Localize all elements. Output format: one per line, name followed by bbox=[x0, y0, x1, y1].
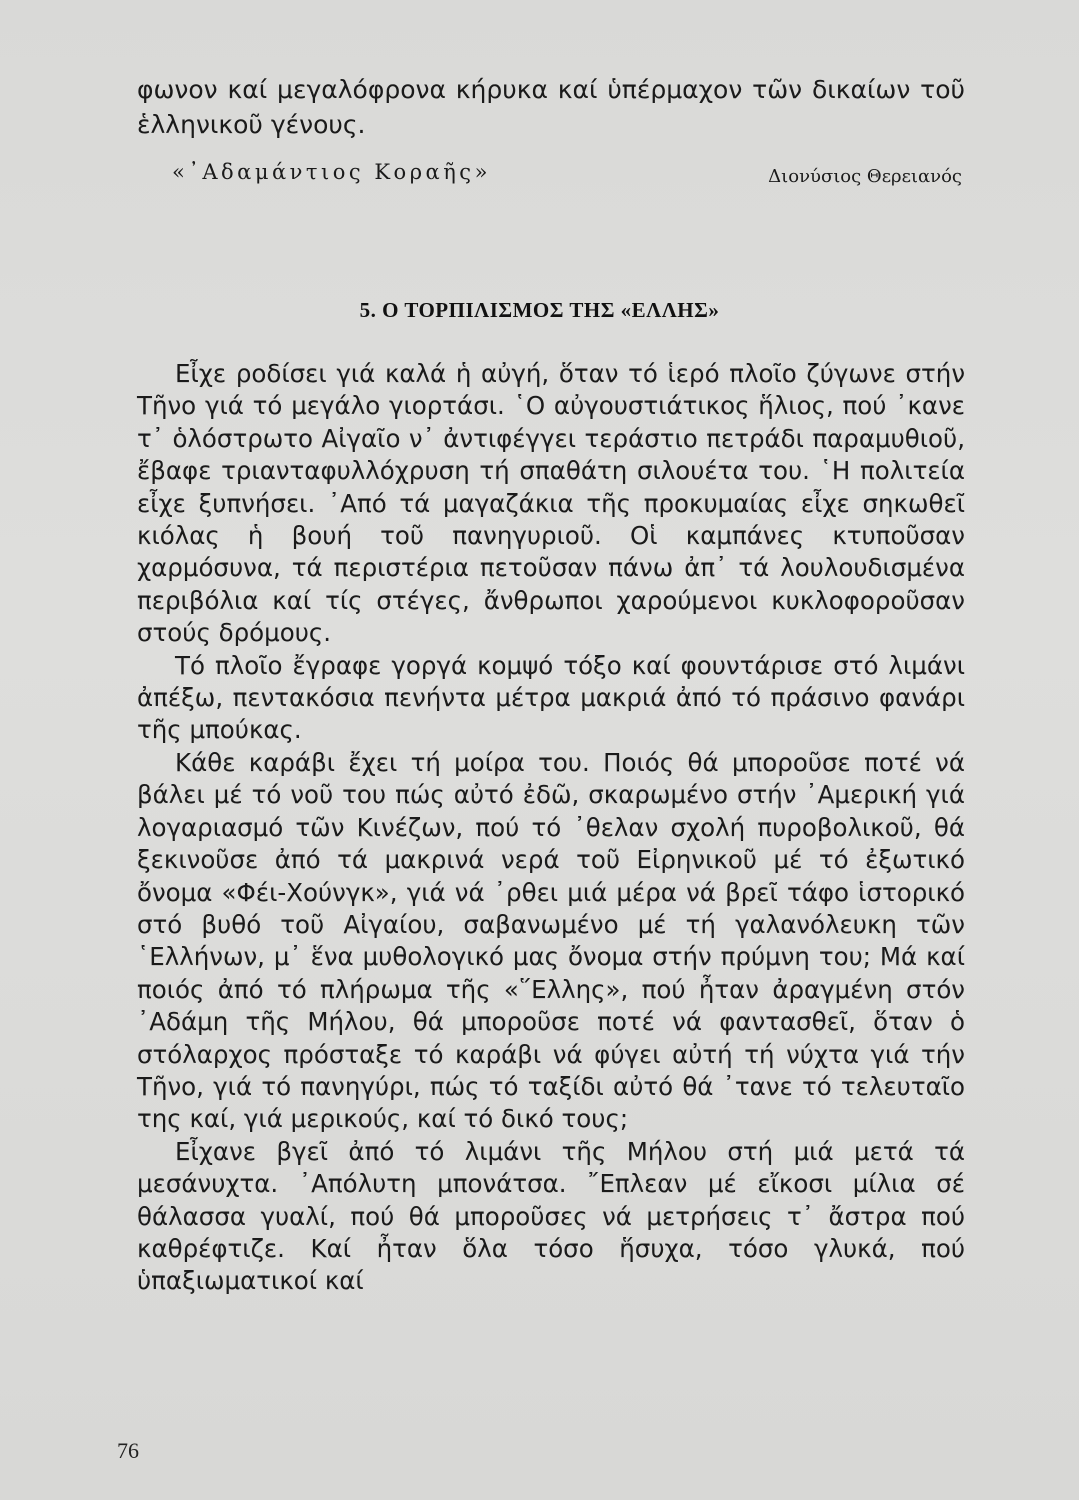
paragraph-2: Τό πλοῖο ἔγραφε γοργά κομψό τόξο καί φουντάρισε στό λιμάνι ἀπέξω, πεντακόσια πενήντα μέτρα μακριά ἀπό τό πράσινο φανάρι τῆς μπούκας. bbox=[137, 650, 965, 745]
intro-text: φωνον καί μεγαλόφρονα κήρυκα καί ὑπέρμαχον τῶν δικαίων τοῦ ἑλληνικοῦ γένους. bbox=[137, 75, 965, 139]
section-heading: 5. Ο ΤΟΡΠΙΛΙΣΜΟΣ ΤΗΣ «ΕΛΛΗΣ» bbox=[359, 298, 720, 322]
quote-author: Διονύσιος Θερειανός bbox=[768, 166, 962, 187]
paragraph-3: Κάθε καράβι ἔχει τή μοίρα του. Ποιός θά μποροῦσε ποτέ νά βάλει μέ τό νοῦ του πώς αὐτό ἐδῶ, σκαρωμένο στήν ᾿Αμερική γιά λογαριασμό τῶν Κινέζων, πού τό ᾿θελαν σχολή πυροβολικοῦ, θά ξεκινοῦσε ἀπό τά μακρινά νερά τοῦ Εἰρηνικοῦ μέ τό ἐξωτικό ὄνομα «Φέι-Χούνγκ», γιά νά ᾿ρθει μιά μέρα νά βρεῖ τάφο ἱστορικό στό βυθό τοῦ Αἰγαίου, σαβανωμένο μέ τή γαλανόλευκη τῶν ῾Ελλήνων, μ᾿ ἕνα μυθολογικό μας ὄνομα στήν πρύμνη του; Μά καί ποιός ἀπό τό πλήρωμα τῆς «῞Ελλης», πού ἦταν ἀραγμένη στόν ᾿Αδάμη τῆς Μήλου, θά μποροῦσε ποτέ νά φαντασθεῖ, ὅταν ὁ στόλαρχος πρόσταξε τό καράβι νά φύγει αὐτή τή νύχτα γιά τήν Τῆνο, γιά τό πανηγύρι, πώς τό ταξίδι αὐτό θά ᾿τανε τό τελευταῖο της καί, γιά μερικούς, καί τό δικό τους; bbox=[137, 747, 965, 1134]
quote-title: «᾿Αδαμάντιος Κοραῆς» bbox=[172, 160, 491, 184]
quote-attribution bbox=[172, 160, 962, 200]
body-text bbox=[137, 358, 965, 1298]
paragraph-4: Εἶχανε βγεῖ ἀπό τό λιμάνι τῆς Μήλου στή μιά μετά τά μεσάνυχτα. ᾿Απόλυτη μπονάτσα. ῎Επλεαν μέ εἴκοσι μίλια σέ θάλασσα γυαλί, πού θά μποροῦσες νά μετρήσεις τ᾿ ἄστρα πού καθρέφτιζε. Καί ἦταν ὅλα τόσο ἥσυχα, τόσο γλυκά, πού ὑπαξιωματικοί καί bbox=[137, 1136, 965, 1296]
page-number: 76 bbox=[117, 1438, 139, 1463]
paragraph-1: Εἶχε ροδίσει γιά καλά ἡ αὐγή, ὅταν τό ἱερό πλοῖο ζύγωνε στήν Τῆνο γιά τό μεγάλο γιορτάσι. ῾Ο αὐγουστιάτικος ἥλιος, πού ᾿κανε τ᾿ ὁλόστρωτο Αἰγαῖο ν᾿ ἀντιφέγγει τεράστιο πετράδι παραμυθιοῦ, ἔβαφε τριανταφυλλόχρυση τή σπαθάτη σιλουέτα του. ῾Η πολιτεία εἶχε ξυπνήσει. ᾿Από τά μαγαζάκια τῆς προκυμαίας εἶχε σηκωθεῖ κιόλας ἡ βουή τοῦ πανηγυριοῦ. Οἱ καμπάνες κτυποῦσαν χαρμόσυνα, τά περιστέρια πετοῦσαν πάνω ἀπ᾿ τά λουλουδισμένα περιβόλια καί τίς στέγες, ἄνθρωποι χαρούμενοι κυκλοφοροῦσαν στούς δρόμους. bbox=[137, 359, 965, 648]
